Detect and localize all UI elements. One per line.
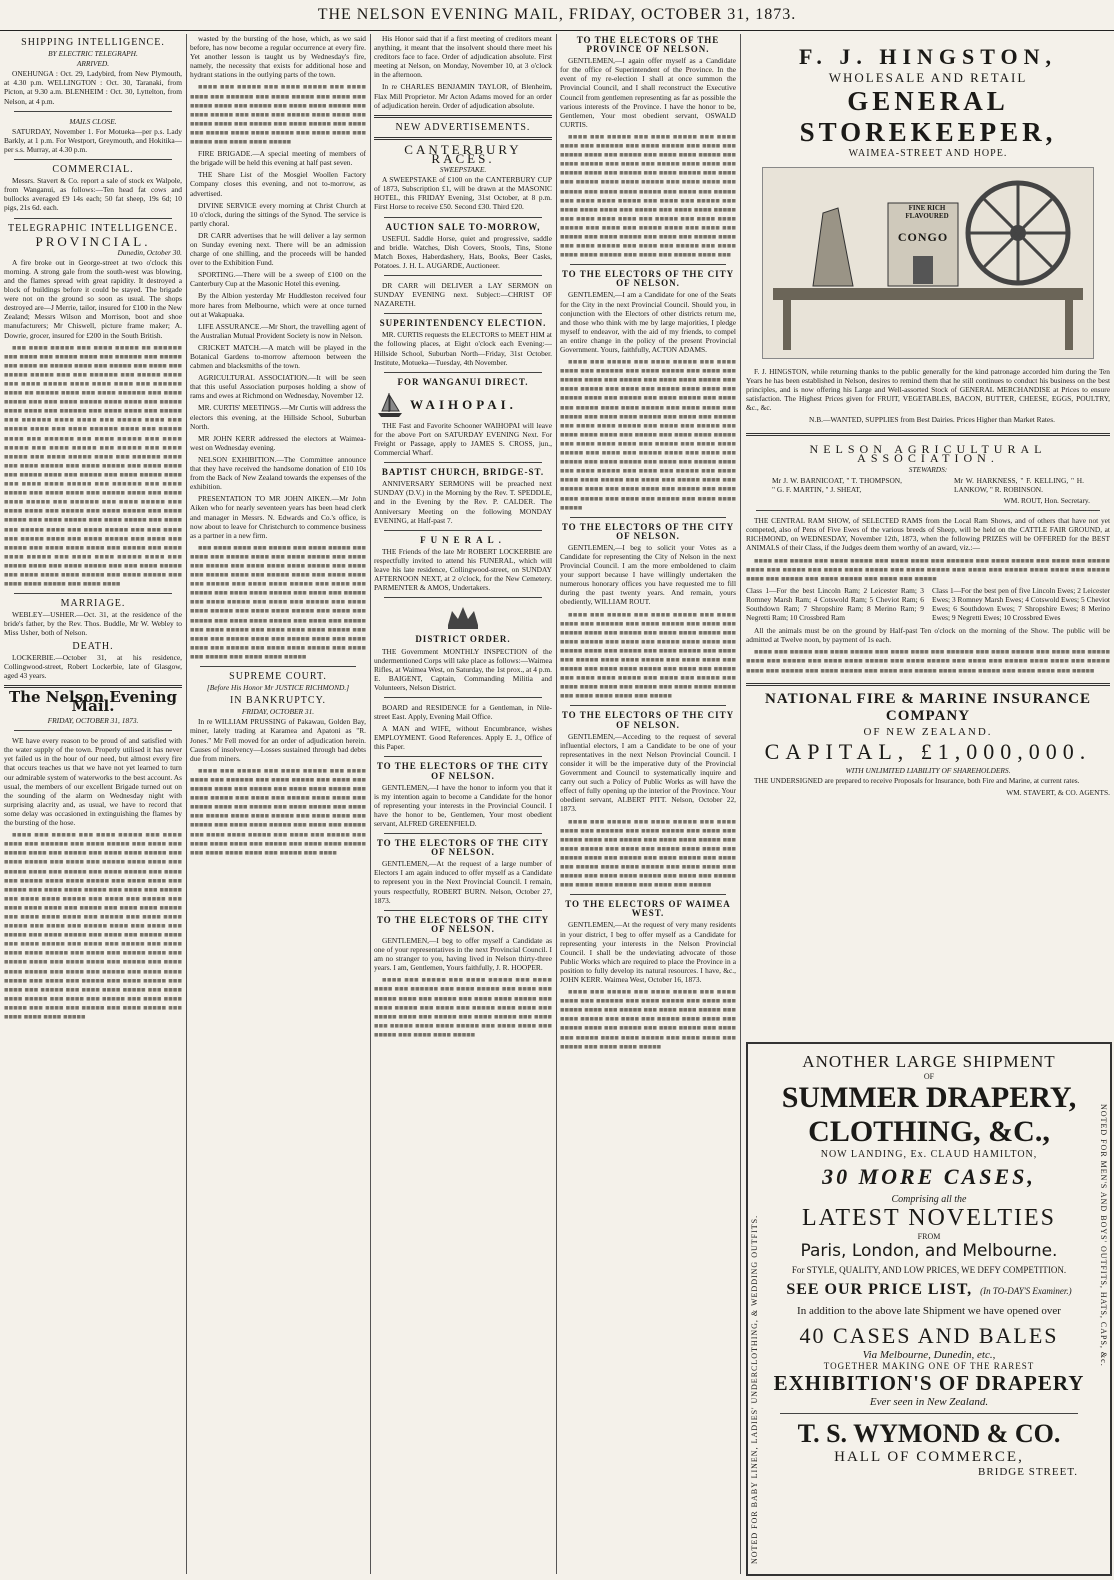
board-ad: BOARD and RESIDENCE for a Gentleman, in Nile-street East. Apply, Evening Mail Office. xyxy=(374,702,552,722)
arrivals-text: ONEHUNGA : Oct. 29, Ladybird, from New Plymouth, at 4.30 p.m. WELLINGTON : Oct. 30, Taranaki, from Picton, at 9.30 a.m. BLENHEIM : Oct. 30, Lyttelton, from Nelson, at 4 p.m. xyxy=(4,69,182,106)
curtis-ad: MR. CURTIS requests the ELECTORS to MEET HIM at the following places, at Eight o'clock each Evening:—Hillside School, Suburban North—Friday, 31st October. Institute, Motueka—Tuesday, 4th November. xyxy=(374,330,552,367)
marriage-text: WEBLEY—USHER.—Oct. 31, at the residence of the bride's father, by the Rev. Thos. Buddle, Mr W. Webley to Miss Usher, both of Nelson. xyxy=(4,610,182,638)
death-text: LOCKERBIE.—October 31, at his residence, Collingwood-street, Robert Lockerbie, late of Glasgow, aged 43 years. xyxy=(4,652,182,680)
agri-filler: ■■■■ ■■■ ■■■■■ ■■■ ■■■■ ■■■■■ ■■■ ■■■■ ■■■■ ■■■ ■■■■■■ ■■■ ■■■■ ■■■■■ ■■■ ■■■■ ■■■ ■■■■■ ■■■■ ■■■ ■■■■■ ■■■ ■■■■ ■■■■ ■■■■■ ■■■ ■■■■ ■■■■■ ■■■ ■■■■ ■■■ ■■■■■ ■■■■ ■■■■ ■■■ ■■■■■ ■■■■ ■■■ ■■■■■ ■■■ ■■■■ ■■■■■ ■■■ ■■■■ ■■■ ■■■■■ xyxy=(746,555,1110,583)
supreme-court-heading: SUPREME COURT. xyxy=(229,671,327,682)
aiken-presentation: PRESENTATION TO MR JOHN AIKEN.—Mr John Aiken who for nearly seventeen years has been head clerk and manager in Messrs. N. Edwards and Co.'s office, is now about to leave for Christchurch to commence business as a partner in a new firm. xyxy=(190,494,366,540)
hingston-trade: WHOLESALE AND RETAIL xyxy=(828,70,1028,85)
hingston-title: GENERAL STOREKEEPER, xyxy=(799,86,1057,147)
auction-heading: AUCTION SALE TO-MORROW, xyxy=(385,221,541,232)
man-wife-ad: A MAN and WIFE, without Encumbrance, wishes EMPLOYMENT. Good References. Apply E. J., Office of this Paper. xyxy=(374,724,552,752)
column-2 xyxy=(190,34,366,1574)
agri-stewards-right: Mr W. HARKNESS, " F. KELLING, " H. LANKOW, " R. ROBINSON. xyxy=(954,475,1084,494)
curtis-filler: ■■■■ ■■■ ■■■■■ ■■■ ■■■■ ■■■■■ ■■■ ■■■■ ■■■■ ■■■ ■■■■■■ ■■■ ■■■■ ■■■■■ ■■■ ■■■■ ■■■ ■■■■■ ■■■■ ■■■ ■■■■■ ■■■ ■■■■ ■■■■ ■■■■■ ■■■ ■■■■ ■■■■■ ■■■ ■■■■ ■■■ ■■■■■ ■■■■ ■■■■ ■■■ ■■■■■ ■■■■ ■■■ ■■■■■ ■■■ ■■■■ ■■■■■ ■■■ ■■■■ ■■■ ■■■■■ ■■■■ ■■■■ ■■■■■ ■■■ ■■■■ ■■■■ ■■■ ■■■■■ ■■■ ■■■■ ■■■■ ■■■■■ ■■■ ■■■■ ■■■ ■■■■■ ■■■ ■■■■ ■■■■ ■■■■■ ■■■ ■■■■ ■■■ ■■■■■ ■■■ ■■■■ ■■■■ ■■■■ ■■■ ■■■■■ ■■■ ■■■■ ■■■■ ■■■■■ ■■■ ■■■■ ■■■■ ■■■■ ■■■ ■■■■■ ■■■ ■■■■ ■■■■ ■■■■■ ■■■ ■■■■ ■■■ ■■■■■ ■■■■ ■■■ ■■■■ ■■■ ■■■■■ ■■■ ■■■■ ■■■■■ ■■■ ■■■■ ■■■ ■■■■■ ■■■■ ■■■ ■■■■ ■■■■■ ■■■ ■■■■ ■■■ ■■■■■ ■■■ ■■■■ ■■■■ ■■■■ ■■■■■ ■■■ ■■■■ ■■■ ■■■■■ ■■■■ ■■■ xyxy=(560,131,736,260)
summer-drapery: SUMMER DRAPERY, xyxy=(781,1081,1077,1114)
new-ads-heading: NEW ADVERTISEMENTS. xyxy=(395,121,531,133)
leader-text: WE have every reason to be proud of and satisfied with the water supply of the town. Properly utilised it has never yet failed us in the hour of our need, but almost every fire that occurs teaches us that we have not yet learned to turn our admirable system of waterworks to the best account. As usual, the members of our excellent Brigade turned out on the sounding of the alarm on Wednesday night with surprising alacrity and, as usual, we have to record that some delay was occasioned in extinguishing the flames by the bursting of the hose. xyxy=(4,736,182,828)
latest-novelties: LATEST NOVELTIES xyxy=(802,1205,1056,1231)
agri-text: THE CENTRAL RAM SHOW, of SELECTED RAMS from the Local Ram Shows, and of others that have not yet competed, also of Pens of Five Ewes of the various breeds of Sheep, will be held on the CATTLE FAIR GROUND, at RICHMOND, on WEDNESDAY, November 12th, 1873, when the following PRIZES will be OFFERED for the BEST ANIMALS of their Class, if the Judges deem them worthy of an award, viz.:— xyxy=(746,516,1110,553)
national-insurance-advert xyxy=(746,691,1110,800)
dr-carr-note: DR CARR advertises that he will deliver a lay sermon on Sunday evening next. There will be an admission charge of one shilling, and the proceeds will be handed over to the Exhibition Fund. xyxy=(190,230,366,268)
telegraph-sub: BY ELECTRIC TELEGRAPH. xyxy=(48,49,138,59)
national-title: NATIONAL FIRE & MARINE INSURANCE COMPANY xyxy=(765,690,1091,724)
arrived-sub: ARRIVED. xyxy=(76,59,110,69)
kerr-letter: GENTLEMEN,—At the request of very many residents in your district, I beg to offer myself as a Candidate for representing your interests in the Nelson Provincial Council. I shall be the undeviating advocate of those Public Works which are required to place the Province in a position to fully develop its natural resources. I have, &c., JOHN KERR. Waimea West, October 16, 1873. xyxy=(560,920,736,984)
burn-letter: GENTLEMEN,—At the request of a large number of Electors I am again induced to offer myself as a Candidate to represent you in the Next Provincial Council. I remain, yours respectfully, ROBERT BURN. Nelson, October 27, 1873. xyxy=(374,859,552,905)
superintendency-heading: SUPERINTENDENCY ELECTION. xyxy=(379,318,547,329)
commercial-heading: COMMERCIAL. xyxy=(52,164,134,176)
wymond-firm: T. S. WYMOND & CO. xyxy=(797,1419,1061,1448)
tea-label: FINE RICH FLAVOURED xyxy=(905,204,949,220)
crown-crest-icon xyxy=(442,603,484,631)
leader-filler: ■■■■ ■■■ ■■■■■ ■■■ ■■■■ ■■■■■ ■■■ ■■■■ ■■■■ ■■■ ■■■■■■ ■■■ ■■■■ ■■■■■ ■■■ ■■■■ ■■■ ■■■■■ ■■■■ ■■■ ■■■■■ ■■■ ■■■■ ■■■■ ■■■■■ ■■■ ■■■■ ■■■■■ ■■■ ■■■■ ■■■ ■■■■■ ■■■■ ■■■■ ■■■ ■■■■■ ■■■■ ■■■ ■■■■■ ■■■ ■■■■ ■■■■■ ■■■ ■■■■ ■■■ ■■■■■ ■■■■ ■■■■ ■■■■■ ■■■ ■■■■ ■■■■ ■■■ ■■■■■ ■■■ ■■■■ ■■■■ ■■■■■ xyxy=(190,82,366,147)
tea-chest-illustration-icon xyxy=(763,168,1093,358)
schooner-icon xyxy=(374,389,406,421)
aiken-filler: ■■■ ■■■■ ■■■■ ■■■ ■■■■■ ■■■ ■■■■ ■■■■■ ■■■ ■■■■ ■■■ ■■■■■ ■■■■ ■■■ ■■■■ ■■■■■ ■■■ ■■■■ ■■■ ■■■■■ ■■■ ■■■■ ■■■■ ■■■■ ■■■■■ ■■■ ■■■■ ■■■ ■■■■■ ■■■■ ■■■ ■■■■■ ■■■■ ■■■ ■■■■ ■■■■ ■■■ ■■■■■ ■■■ ■■■■ ■■■■ ■■■■■ ■■■ ■■■■ ■■■ ■■■■■ ■■■ ■■■■ ■■■■ ■■■■■ ■■■ ■■■■ ■■■ ■■■■■ ■■■ ■■■■ ■■■■■ ■■■ ■■■■ ■■■ ■■■■■ ■■■ ■■■■ ■■■■ ■■■■■ ■■■ ■■■■ ■■■■ ■■■■■ ■■■ ■■■■ ■■■ ■■■■■ ■■■ ■■■■ ■■■■ ■■■■■ ■■■ ■■■■ ■■■ ■■■■■ ■■■ ■■■■ ■■■■■ ■■■ ■■■■ ■■■■ ■■■■ ■■■■■ ■■■ ■■■■ ■■■ ■■■■■ ■■■■ ■■■ ■■■■■ ■■■■ ■■■ ■■■■ ■■■■ ■■■ ■■■■■ ■■■ ■■■■ ■■■■ ■■■■■ ■■■ ■■■■ ■■■ ■■■■■ ■■■ ■■■■ ■■■■ ■■■■■ xyxy=(190,542,366,661)
sweepstake-sub: SWEEPSTAKE. xyxy=(439,165,487,175)
adams-letter: GENTLEMEN,—I am a Candidate for one of the Seats for the City in the next Provincial Council. Should you, in conjunction with the Electors of other districts return me, and those who think with me by large majorities, I pledge myself to endeavor, with the aid of my friends, to compel an entire change in the policy of the present Provincial Government. Yours, faithfully, ACTON ADAMS. xyxy=(560,290,736,354)
hooper-filler: ■■■■ ■■■ ■■■■■ ■■■ ■■■■ ■■■■■ ■■■ ■■■■ ■■■■ ■■■ ■■■■■■ ■■■ ■■■■ ■■■■■ ■■■ ■■■■ ■■■ ■■■■■ ■■■■ ■■■ ■■■■■ ■■■ ■■■■ ■■■■ ■■■■■ ■■■ ■■■■ ■■■■■ ■■■ ■■■■ ■■■ ■■■■■ ■■■■ ■■■■ ■■■ ■■■■■ ■■■■ ■■■ ■■■■■ ■■■ ■■■■ ■■■■■ ■■■ ■■■■ ■■■ ■■■■■ ■■■■ ■■■■ ■■■■■ ■■■ ■■■■ ■■■■ ■■■ ■■■■■ ■■■ ■■■■ ■■■■ ■■■■■ xyxy=(374,975,552,1039)
exhibition-drapery: EXHIBITION'S OF DRAPERY xyxy=(773,1371,1085,1395)
city-electors-heading-1: TO THE ELECTORS OF THE CITY OF NELSON. xyxy=(561,269,735,289)
dr-carr-ad: DR CARR will DELIVER a LAY SERMON on SUNDAY EVENING next. Subject:—CHRIST OF NAZARETH. xyxy=(374,280,552,309)
tea-engraving xyxy=(762,167,1094,359)
funeral-text: THE Friends of the late Mr ROBERT LOCKERBIE are respectfully invited to attend his FUNERAL, which will leave his late residence, Collingwood-street, on SUNDAY AFTERNOON NEXT, at 2 o'clock, for the New Cemetery. PARMENTER & AMOS, Undertakers. xyxy=(374,546,552,593)
style-quality: For STYLE, QUALITY, AND LOW PRICES, WE DEFY COMPETITION. xyxy=(791,1265,1067,1275)
dateline-dunedin: Dunedin, October 30. xyxy=(117,247,182,257)
curtis-letter: GENTLEMEN,—I again offer myself as a Candidate for the office of Superintendent of the Province. In the event of my re-election I shall at once summon the Provincial Council, and I shall reconstruct the Executive Council from gentlemen representing as far as possible the various interests of the Province. I have the honor to be, Gentlemen, Your most obedient servant, OSWALD CURTIS. xyxy=(560,56,736,129)
agri-footer-filler: ■■■■ ■■■ ■■■■■ ■■■ ■■■■ ■■■■■ ■■■ ■■■■ ■■■■ ■■■ ■■■■■■ ■■■ ■■■■ ■■■■■ ■■■ ■■■■ ■■■ ■■■■■ ■■■■ ■■■ ■■■■■ ■■■ ■■■■ ■■■■ ■■■■■ ■■■ ■■■■ ■■■■■ ■■■ ■■■■ ■■■ ■■■■■ ■■■■ ■■■■ ■■■ ■■■■■ ■■■■ ■■■ ■■■■■ ■■■ ■■■■ ■■■■■ ■■■ ■■■■ ■■■ ■■■■■ ■■■■ ■■■■ ■■■■■ ■■■ ■■■■ ■■■■ ■■■ ■■■■■ xyxy=(746,647,1110,675)
paper-title: The Nelson Evening Mail. xyxy=(8,687,178,715)
adams-filler: ■■■■ ■■■ ■■■■■ ■■■ ■■■■ ■■■■■ ■■■ ■■■■ ■■■■ ■■■ ■■■■■■ ■■■ ■■■■ ■■■■■ ■■■ ■■■■ ■■■ ■■■■■ ■■■■ ■■■ ■■■■■ ■■■ ■■■■ ■■■■ ■■■■■ ■■■ ■■■■ ■■■■■ ■■■ ■■■■ ■■■ ■■■■■ ■■■■ ■■■■ ■■■ ■■■■■ ■■■■ ■■■ ■■■■■ ■■■ ■■■■ ■■■■■ ■■■ ■■■■ ■■■ ■■■■■ ■■■■ ■■■■ ■■■■■ ■■■ ■■■■ ■■■■ ■■■ ■■■■■ ■■■ ■■■■ ■■■■ ■■■■■ ■■■ ■■■■ ■■■ ■■■■■ ■■■ ■■■■ ■■■■ ■■■■■ ■■■ ■■■■ ■■■ ■■■■■ ■■■ ■■■■ ■■■■ ■■■■ ■■■ ■■■■■ ■■■ ■■■■ ■■■■ ■■■■■ ■■■ ■■■■ ■■■■ ■■■■ ■■■ ■■■■■ ■■■ ■■■■ ■■■■ ■■■■■ ■■■ ■■■■ ■■■ ■■■■■ ■■■■ ■■■ ■■■■ ■■■ ■■■■■ ■■■ ■■■■ ■■■■■ ■■■ ■■■■ ■■■ ■■■■■ ■■■■ ■■■ ■■■■ ■■■■■ ■■■ ■■■■ ■■■ ■■■■■ ■■■ ■■■■ ■■■■ ■■■■ ■■■■■ ■■■ ■■■■ ■■■ ■■■■■ ■■■■ ■■■ ■■■■■ ■■■■ ■■■ ■■■■ ■■■■ ■■■ ■■■■■ ■■■ ■■■■ ■■■■ ■■■■■ ■■■ ■■■■ ■■■ ■■■■■ ■■■ ■■■■ ■■■■ ■■■■■ xyxy=(560,357,736,512)
electors-heading-3: TO THE ELECTORS OF THE CITY OF NELSON. xyxy=(376,914,550,934)
greenfield-letter: GENTLEMEN,—I have the honor to inform you that it is my intention again to become a Candidate for the honor of representing your interests in the Provincial Council. I have the honor to be, Gentlemen, Your most obedient servant, ALFRED GREENFIELD. xyxy=(374,782,552,828)
pitt-letter: GENTLEMEN,—Acceding to the request of several influential electors, I am a Candidate to be one of your representatives in the next Nelson Provincial Council. I consider it will be the imperative duty of the Provincial Government and Council to systematically inquire and carry out such a Policy of Public Works as will have the effect of fully opening up the interior of the Province. Your obedient servant, ALBERT PITT. Nelson, October 22, 1873. xyxy=(560,731,736,814)
agri-footer: All the animals must be on the ground by Half-past Ten o'clock on the morning of the Show. The public will be admitted at Twelve noon, by payment of 1s each. xyxy=(746,626,1110,645)
telegraphic-heading: TELEGRAPHIC INTELLIGENCE. xyxy=(8,222,178,234)
side-text-left: NOTED FOR BABY LINEN, LADIES' UNDERCLOTHING, & WEDDING OUTFITS. xyxy=(750,1214,759,1564)
column-rule xyxy=(186,34,187,1574)
column-3 xyxy=(374,34,552,1574)
baptist-text: ANNIVERSARY SERMONS will be preached next SUNDAY (D.V.) in the Morning by the Rev. T. SPEDDLE, and in the Evening by the Rev. P. CALDER. The Anniversary Meeting on the following MONDAY EVENING, at Half-past 7. xyxy=(374,479,552,525)
taylor-bankruptcy: In re CHARLES BENJAMIN TAYLOR, of Blenheim, Flax Mill Proprietor. Mr Acton Adams moved for an order of adjudication herein. Order of adjudication absolute. xyxy=(374,82,552,110)
district-order-heading: DISTRICT ORDER. xyxy=(415,634,511,645)
rout-letter: GENTLEMEN,—I beg to solicit your Votes as a Candidate for representing the City of Nelson in the next Provincial Council. I am the more emboldened to claim your support because I have willingly undertaken the numerous honorary offices you have requested me to fill during the past twenty years. And remain, yours obediently, WILLIAM ROUT. xyxy=(560,542,736,607)
hingston-wanted: N.B.—WANTED, SUPPLIES from Best Dairies. Prices Higher than Market Rates. xyxy=(809,415,1055,425)
court-continued: His Honor said that if a first meeting of creditors meant anything, it meant that the insolvent should there meet his creditors face to face. Order of adjudication absolute. First meeting at Nelson, on Monday, November 10, at 3 o'clock in the afternoon. xyxy=(374,34,552,80)
agricultural-advert xyxy=(746,441,1110,678)
fire-brigade-note: FIRE BRIGADE.—A special meeting of members of the brigade will be held this evening at half past seven. xyxy=(190,149,366,168)
hingston-name: F. J. HINGSTON, xyxy=(798,44,1058,69)
sporting-note: SPORTING.—There will be a sweep of £100 on the Canterbury Cup at the Masonic Hotel this evening. xyxy=(190,270,366,289)
national-capital: CAPITAL, £1,000,000. xyxy=(764,738,1092,764)
column-4 xyxy=(560,34,736,1574)
shipping-heading: SHIPPING INTELLIGENCE. xyxy=(21,37,165,48)
bankruptcy-filler: ■■■■ ■■■ ■■■■■ ■■■ ■■■■ ■■■■■ ■■■ ■■■■ ■■■■ ■■■ ■■■■■■ ■■■ ■■■■ ■■■■■ ■■■ ■■■■ ■■■ ■■■■■ ■■■■ ■■■ ■■■■■ ■■■ ■■■■ ■■■■ ■■■■■ ■■■ ■■■■ ■■■■■ ■■■ ■■■■ ■■■ ■■■■■ ■■■■ ■■■■ ■■■ ■■■■■ ■■■■ ■■■ ■■■■■ ■■■ ■■■■ ■■■■■ ■■■ ■■■■ ■■■ ■■■■■ ■■■■ ■■■■ ■■■■■ ■■■ ■■■■ ■■■■ ■■■ ■■■■■ ■■■ ■■■■ ■■■■ ■■■■■ ■■■ ■■■■ ■■■ ■■■■■ ■■■ ■■■■ ■■■■ ■■■■■ ■■■ ■■■■ ■■■ ■■■■■ ■■■ ■■■■ ■■■■ ■■■■ ■■■ ■■■■■ ■■■ ■■■■ ■■■■ ■■■■■ ■■■ ■■■■ ■■■■ ■■■■ ■■■ ■■■■■ ■■■ ■■■■ xyxy=(190,765,366,857)
province-electors-heading: TO THE ELECTORS OF THE PROVINCE OF NELSON. xyxy=(576,35,720,55)
kerr-filler: ■■■■ ■■■ ■■■■■ ■■■ ■■■■ ■■■■■ ■■■ ■■■■ ■■■■ ■■■ ■■■■■■ ■■■ ■■■■ ■■■■■ ■■■ ■■■■ ■■■ ■■■■■ ■■■■ ■■■ ■■■■■ ■■■ ■■■■ ■■■■ ■■■■■ ■■■ ■■■■ ■■■■■ ■■■ ■■■■ ■■■ ■■■■■ ■■■■ ■■■■ ■■■ ■■■■■ ■■■■ ■■■ ■■■■■ ■■■ ■■■■ ■■■■■ ■■■ ■■■■ ■■■ ■■■■■ ■■■■ ■■■■ ■■■■■ ■■■ ■■■■ ■■■■ ■■■ ■■■■■ ■■■ ■■■■ ■■■■ ■■■■■ xyxy=(560,987,736,1051)
commercial-text: Messrs. Stavert & Co. report a sale of stock ex Walpole, from Wanganui, as follows:—Ten head fat cows and bullocks averaged £9 14s each; 50 fat sheep, 19s 6d; 10 pigs, 21s 6d. each. xyxy=(4,176,182,213)
another-shipment: ANOTHER LARGE SHIPMENT xyxy=(802,1052,1056,1071)
hingston-address: WAIMEA-STREET AND HOPE. xyxy=(848,148,1008,159)
curtis-meetings-note: MR. CURTIS' MEETINGS.—Mr Curtis will address the electors this evening, at the Hillside School, Suburban North. xyxy=(190,403,366,431)
electors-heading-1: TO THE ELECTORS OF THE CITY OF NELSON. xyxy=(376,761,550,781)
column-rule xyxy=(556,34,557,1574)
congo-label: CONGO xyxy=(897,230,949,244)
rout-filler: ■■■■ ■■■ ■■■■■ ■■■ ■■■■ ■■■■■ ■■■ ■■■■ ■■■■ ■■■ ■■■■■■ ■■■ ■■■■ ■■■■■ ■■■ ■■■■ ■■■ ■■■■■ ■■■■ ■■■ ■■■■■ ■■■ ■■■■ ■■■■ ■■■■■ ■■■ ■■■■ ■■■■■ ■■■ ■■■■ ■■■ ■■■■■ ■■■■ ■■■■ ■■■ ■■■■■ ■■■■ ■■■ ■■■■■ ■■■ ■■■■ ■■■■■ ■■■ ■■■■ ■■■ ■■■■■ ■■■■ ■■■■ ■■■■■ ■■■ ■■■■ ■■■■ ■■■ ■■■■■ ■■■ ■■■■ ■■■■ ■■■■■ ■■■ ■■■■ ■■■ ■■■■■ ■■■ ■■■■ ■■■■ ■■■■■ ■■■ ■■■■ ■■■ ■■■■■ ■■■ ■■■■ ■■■■ ■■■■ ■■■ ■■■■■ ■■■ ■■■■ ■■■■ ■■■■■ ■■■ ■■■■ ■■■■ ■■■■ ■■■ ■■■■■ xyxy=(560,609,736,701)
death-heading: DEATH. xyxy=(72,640,114,652)
city-electors-heading-3: TO THE ELECTORS OF THE CITY OF NELSON. xyxy=(561,710,735,730)
masthead: THE NELSON EVENING MAIL, FRIDAY, OCTOBER 31, 1873. xyxy=(0,0,1114,31)
court-before: [Before His Honor Mr JUSTICE RICHMOND.] xyxy=(206,683,350,693)
waimea-electors-heading: TO THE ELECTORS OF WAIMEA WEST. xyxy=(565,899,731,919)
leader-filler: ■■■■ ■■■ ■■■■■ ■■■ ■■■■ ■■■■■ ■■■ ■■■■ ■■■■ ■■■ ■■■■■■ ■■■ ■■■■ ■■■■■ ■■■ ■■■■ ■■■ ■■■■■ ■■■■ ■■■ ■■■■■ ■■■ ■■■■ ■■■■ ■■■■■ ■■■ ■■■■ ■■■■■ ■■■ ■■■■ ■■■ ■■■■■ ■■■■ ■■■■ ■■■ ■■■■■ ■■■■ ■■■ ■■■■■ ■■■ ■■■■ ■■■■■ ■■■ ■■■■ ■■■ ■■■■■ ■■■■ ■■■■ ■■■■■ ■■■ ■■■■ ■■■■ ■■■ ■■■■■ ■■■ ■■■■ ■■■■ ■■■■■ ■■■ ■■■■ ■■■ ■■■■■ ■■■ ■■■■ ■■■■ ■■■■■ ■■■ ■■■■ ■■■ ■■■■■ ■■■ ■■■■ ■■■■ ■■■■ ■■■ ■■■■■ ■■■ ■■■■ ■■■■ ■■■■■ ■■■ ■■■■ ■■■■ ■■■■ ■■■ ■■■■■ ■■■ ■■■■ ■■■■ ■■■■■ ■■■ ■■■■ ■■■ ■■■■■ ■■■■ ■■■ ■■■■ ■■■ ■■■■■ ■■■ ■■■■ ■■■■■ ■■■ ■■■■ ■■■ ■■■■■ ■■■■ ■■■ ■■■■ ■■■■■ ■■■ ■■■■ ■■■ ■■■■■ ■■■ ■■■■ ■■■■ ■■■■ ■■■■■ ■■■ ■■■■ ■■■ ■■■■■ ■■■■ ■■■ ■■■■■ ■■■■ ■■■ ■■■■ ■■■■ ■■■ ■■■■■ ■■■ ■■■■ ■■■■ ■■■■■ ■■■ ■■■■ ■■■ ■■■■■ ■■■ ■■■■ ■■■■ ■■■■■ ■■■ ■■■■ ■■■ ■■■■■ ■■■ ■■■■ ■■■■■ ■■■ ■■■■ ■■■ ■■■■■ ■■■ ■■■■ ■■■■ ■■■■■ ■■■ ■■■■ ■■■■ ■■■■■ ■■■ ■■■■ ■■■ ■■■■■ ■■■ ■■■■ ■■■■ ■■■■■ ■■■ ■■■■ ■■■ ■■■■■ ■■■ ■■■■ ■■■■■ ■■■ ■■■■ ■■■■ ■■■■ ■■■■■ xyxy=(4,830,182,1021)
mails-text: SATURDAY, November 1. For Motueka—per p.s. Lady Barkly, at 1 p.m. For Westport, Greymouth, and Hokitika—per s.s. Murray, at 4.30 p.m. xyxy=(4,126,182,154)
national-agent: WM. STAVERT, & CO. AGENTS. xyxy=(1006,787,1110,797)
examiner-note: (In TO-DAY'S Examiner.) xyxy=(980,1286,1072,1296)
life-assurance-note: LIFE ASSURANCE.—Mr Short, the travelling agent of the Australian Mutual Provident Society is now in Nelson. xyxy=(190,321,366,340)
baptist-heading: BAPTIST CHURCH, BRIDGE-ST. xyxy=(381,467,545,478)
agri-heading: NELSON AGRICULTURAL ASSOCIATION. xyxy=(809,441,1047,465)
bridge-street: BRIDGE STREET. xyxy=(978,1466,1078,1478)
albion-note: By the Albion yesterday Mr Huddleston received four more hares from Melbourne, which were at once turned out at Wakapuaka. xyxy=(190,291,366,319)
column-rule xyxy=(370,34,371,1574)
share-list-note: THE Share List of the Mosgiel Woollen Factory Company closes this evening, and not to-morrow, as advertised. xyxy=(190,170,366,198)
pitt-filler: ■■■■ ■■■ ■■■■■ ■■■ ■■■■ ■■■■■ ■■■ ■■■■ ■■■■ ■■■ ■■■■■■ ■■■ ■■■■ ■■■■■ ■■■ ■■■■ ■■■ ■■■■■ ■■■■ ■■■ ■■■■■ ■■■ ■■■■ ■■■■ ■■■■■ ■■■ ■■■■ ■■■■■ ■■■ ■■■■ ■■■ ■■■■■ ■■■■ ■■■■ ■■■ ■■■■■ ■■■■ ■■■ ■■■■■ ■■■ ■■■■ ■■■■■ ■■■ ■■■■ ■■■ ■■■■■ ■■■■ ■■■■ ■■■■■ ■■■ ■■■■ ■■■■ ■■■ ■■■■■ ■■■ ■■■■ ■■■■ ■■■■■ ■■■ ■■■■ ■■■ ■■■■■ ■■■ ■■■■ ■■■■ ■■■■■ ■■■ ■■■■ ■■■ ■■■■■ xyxy=(560,816,736,890)
agri-stewards-label: STEWARDS: xyxy=(908,464,948,474)
telegraph-filler: ■■■ ■■■■ ■■■■■ ■■■ ■■■■ ■■■■■ ■■ ■■■■■■ ■■■ ■■■■ ■■■ ■■■■■ ■■■■ ■■■ ■■■■■■ ■■■ ■■■■■ ■■■ ■■■■ ■■ ■■■■■ ■■■■ ■■■ ■■■■■ ■■■ ■■■■ ■■■ ■■■■■ ■■■■■ ■■■ ■■■ ■■■■■■ ■■■ ■■■■■ ■■■■ ■■■ ■■■■ ■■■■■ ■■■■ ■■■■ ■■■■ ■■■ ■■■■■■ ■■■■ ■■ ■■■■■ ■■■■ ■■■ ■■■■ ■■■■■■ ■■■ ■■■■ ■■■■■ ■■■ ■■■ ■■■■ ■■■■■ ■■■■ ■■■■ ■■■ ■■■■■ ■■■■ ■■■■ ■■■ ■■■■■■ ■■■ ■■■■ ■■■■ ■■■ ■■■■■ ■■■ ■■■■■■ ■■■■ ■■■■ ■■■ ■■■■■ ■■■■ ■■■ ■■■■■ ■■■■ ■■■ ■■■■ ■■■■■■ ■■■■ ■■■ ■■■■■ ■■■■ ■■■ ■■■■■■ ■■■ ■■■■ ■■■■■ ■■■ ■■■■ ■■■■■ ■■■ ■■■■ ■■■■■ ■■■ ■■■■■ ■■■ ■■■■ ■■■■■ ■■■ ■■■■ ■■■■■ ■■■■ ■■■ ■■■■■■ ■■■■ ■■■ ■■■■ ■■■■■ ■■■ ■■■■ ■■■■■ ■■■ ■■■■ ■■■■ ■■■ ■■■■■ ■■■■ ■■■ ■■■■■ ■■■ ■■■■ ■■■■■ ■■■■ ■■■ ■■■■ ■■■■ ■■■■■ ■■■ ■■■■■■ ■■■ ■■■■ ■■■■■ ■■■ ■■■■ ■■■■ ■■■ ■■■■■ ■■■■ ■■■ ■■■■ ■■■■ ■■■■■ ■■■ ■■■■■■ ■■■ ■■■■ ■■■■■ ■■■ ■■■■ ■■■■ ■■■ ■■■■■ ■■■ ■■■■ ■■■■■ ■■■ ■■■■ ■■■■■ ■■■ ■■■■ ■■■■■ ■■■ ■■■■ ■■■■■ ■■■ ■■■■ ■■■ ■■■■■ ■■■■ ■■■ ■■■■ ■■■■■ ■■■ ■■■ ■■■■ ■■■ ■■■■■ ■■■■ ■■■ ■■■■ ■■■■■ ■■■ ■■■■ ■■■ ■■■■■ ■■■ ■■■■ ■■■■ ■■■■ ■■■ ■■■■■ ■■■ ■■■■ ■■■■ ■■■■■ ■■■ ■■■■ ■■■■ ■■■■■ ■■■■ ■■■ ■■■■■ ■■■■ ■■■ ■■■■ ■■■■■ ■■■ ■■■ ■■■■ ■■■■■ ■■■ ■■■■ ■■■■ ■■■■ ■■■■■ ■■■ ■■■■ ■■■■■ ■■■ ■■■■ ■■■■ ■■■■■ ■■■ ■■■■ ■■■■ xyxy=(4,342,182,589)
agricultural-note: AGRICULTURAL ASSOCIATION.—It will be seen that this useful Association purposes holding a show of rams and ewes at Richmond on Wednesday, November 12. xyxy=(190,373,366,401)
mails-heading: MAILS CLOSE. xyxy=(69,116,117,126)
more-cases: 30 MORE CASES, xyxy=(822,1164,1036,1189)
waihopai-title: WAIHOPAI. xyxy=(410,397,517,413)
clothing-label: CLOTHING, &C., xyxy=(808,1115,1050,1148)
bankruptcy-heading: IN BANKRUPTCY. xyxy=(229,695,327,707)
agri-classes-rams: Class 1—For the best Lincoln Ram; 2 Leicester Ram; 3 Romney Marsh Ram; 4 Cotswold Ram; 5 Cheviot Ram; 6 Southdown Ram; 7 Shropshire Ram; 8 Merino Ram; 9 Negretti Ram; 10 Crossbred Ram xyxy=(746,585,924,623)
via-label: Via Melbourne, Dunedin, etc., xyxy=(862,1349,996,1361)
provincial-heading: PROVINCIAL. xyxy=(35,233,151,249)
bankruptcy-date: FRIDAY, OCTOBER 31. xyxy=(241,707,315,717)
hooper-letter: GENTLEMEN,—I beg to offer myself a Candidate as one of your representatives in the next Provincial Council. I am no stranger to you, having lived in Nelson thirty-three years. I am, Gentlemen, Yours faithfully, J. R. HOOPER. xyxy=(374,935,552,973)
city-electors-heading-2: TO THE ELECTORS OF THE CITY OF NELSON. xyxy=(561,521,735,541)
exhibition-note: NELSON EXHIBITION.—The Committee announce that they have received the handsome donation of £10 10s from the Back of New Zealand towards the expenses of the exhibition. xyxy=(190,454,366,492)
addition-text: In addition to the above late Shipment we have opened over xyxy=(797,1305,1061,1317)
of-label: OF xyxy=(923,1072,935,1081)
hingston-advert xyxy=(746,34,1110,800)
divine-service-note: DIVINE SERVICE every morning at Christ Church at 10 o'clock, during the sittings of the Synod. The service is partly choral. xyxy=(190,200,366,228)
paper-date: FRIDAY, OCTOBER 31, 1873. xyxy=(47,716,139,726)
cities-label: Paris, London, and Melbourne. xyxy=(800,1241,1058,1261)
together-label: TOGETHER MAKING ONE OF THE RAREST xyxy=(823,1361,1035,1371)
cases-and-bales: 40 CASES AND BALES xyxy=(799,1323,1059,1348)
price-list: SEE OUR PRICE LIST, xyxy=(786,1281,973,1298)
funeral-heading: FUNERAL. xyxy=(420,534,506,545)
electors-heading-2: TO THE ELECTORS OF THE CITY OF NELSON. xyxy=(376,838,550,858)
hingston-text: F. J. HINGSTON, while returning thanks to the public generally for the kind patronage accorded him during the Ten Years he has been established in Nelson, desires to remind them that he still continues to conduct his business on the best principles, and is now offering his Large and Well-assorted Stock of GENERAL MERCHANDISE at Prices to ensure satisfaction. The Highest Prices given for FRUIT, VEGETABLES, BACON, BUTTER, CHEESE, EGGS, POULTRY, &c., &c. xyxy=(746,367,1110,413)
cricket-note: CRICKET MATCH.—A match will be played in the Botanical Gardens to-morrow afternoon between the cabmen and blacksmiths of the town. xyxy=(190,342,366,371)
national-sub: OF NEW ZEALAND. xyxy=(863,725,993,738)
wanganui-heading: FOR WANGANUI DIRECT. xyxy=(397,376,529,387)
fire-report: A fire broke out in George-street at two o'clock this morning. A strong gale from the south-west was blowing, and the flames spread with great rapidity. It destroyed a block of buildings before it could be stayed. The brigade were not on the ground so soon as usual. The shops destroyed are—J Merrie, tailor, insured for £100 in the New Zealand; Messrs Wilson and Morrison, boot and shoe manufacturers; Mr Chiswell, picture frame maker; A. Dowrie, grocer, insured for £200 in the South British. xyxy=(4,257,182,340)
auction-text: USEFUL Saddle Horse, quiet and progressive, saddle and bridle. Watches, Dish Covers, Stools, Tins, Stone Match Boxes, Haberdashery, Hats, Books, Beer Casks, Potatoes. J. H. L. AUGARDE, Auctioneer. xyxy=(374,233,552,270)
agri-secretary: WM. ROUT, Hon. Secretary. xyxy=(1003,496,1090,506)
agri-stewards-left: Mr J. W. BARNICOAT, " T. THOMPSON, " G. F. MARTIN, " J. SHEAT, xyxy=(772,475,902,494)
agri-classes-ewes: Class 1—For the best pen of five Lincoln Ewes; 2 Leicester Ewes; 3 Romney Marsh Ewes; 4 Cotswold Ewes; 5 Cheviot Ewes; 6 Southdown Ewes; 7 Shropshire Ewes; 8 Merino Ewes; 9 Negretti Ewes; 10 Crossbred Ewes xyxy=(932,585,1110,623)
sweepstake-text: A SWEEPSTAKE of £100 on the CANTERBURY CUP of 1873, Subscription £1, will be drawn at the MASONIC HOTEL, this FRIDAY Evening, 31st October, at 8 p.m. First Horse to receive £50. Second £30. Third £20. xyxy=(374,175,552,212)
column-rule xyxy=(740,34,741,1574)
national-liability: WITH UNLIMITED LIABILITY OF SHAREHOLDERS. xyxy=(845,765,1011,775)
column-1 xyxy=(4,34,182,1574)
from-label: FROM xyxy=(917,1232,941,1241)
comprising-label: Comprising all the xyxy=(891,1194,967,1205)
bankruptcy-text: In re WILLIAM PRUSSING of Pakawau, Golden Bay, miner, lately trading at Karamea and Apatoni as "R. Jones." Mr Fell moved for an order of adjudication herein. Causes of insolvency—Losses sustained through bad debts due from miners. xyxy=(190,717,366,763)
district-order-text: THE Government MONTHLY INSPECTION of the undermentioned Corps will take place as follows:—Waimea Rifles, at Waimea West, on Saturday, the 1st prox., at 4 p.m. E. BAIGENT, Captain, Commanding Militia and Volunteers, Nelson District. xyxy=(374,646,552,692)
kerr-note: MR JOHN KERR addressed the electors at Waimea-west on Wednesday evening. xyxy=(190,433,366,452)
canterbury-heading: CANTERBURY RACES. xyxy=(404,141,522,166)
wymond-advert xyxy=(746,1042,1112,1576)
marriage-heading: MARRIAGE. xyxy=(60,598,126,610)
now-landing: NOW LANDING, Ex. CLAUD HAMILTON, xyxy=(820,1149,1038,1160)
leader-continued: wasted by the bursting of the hose, which, as we said before, has now become a regular occurrence at every fire. Yet another lesson is taught us by Wednesday's fire, namely, the necessity that exists for additional hose and hydrant stations in the outlying parts of the town. xyxy=(190,34,366,80)
side-text-right: NOTED FOR MEN'S AND BOYS' OUTFITS, HATS, CAPS, &c. xyxy=(1099,1104,1108,1367)
hall-of-commerce: HALL OF COMMERCE, xyxy=(834,1449,1024,1465)
national-text: THE UNDERSIGNED are prepared to receive Proposals for Insurance, both Fire and Marine, at current rates. xyxy=(754,775,1080,785)
waihopai-text: THE Fast and Favorite Schooner WAIHOPAI will leave for the above Port on SATURDAY EVENING Next. For Freight or Passage, apply to JAMES S. CROSS, jun., Commercial Wharf. xyxy=(374,420,552,458)
ever-seen: Ever seen in New Zealand. xyxy=(869,1396,989,1408)
